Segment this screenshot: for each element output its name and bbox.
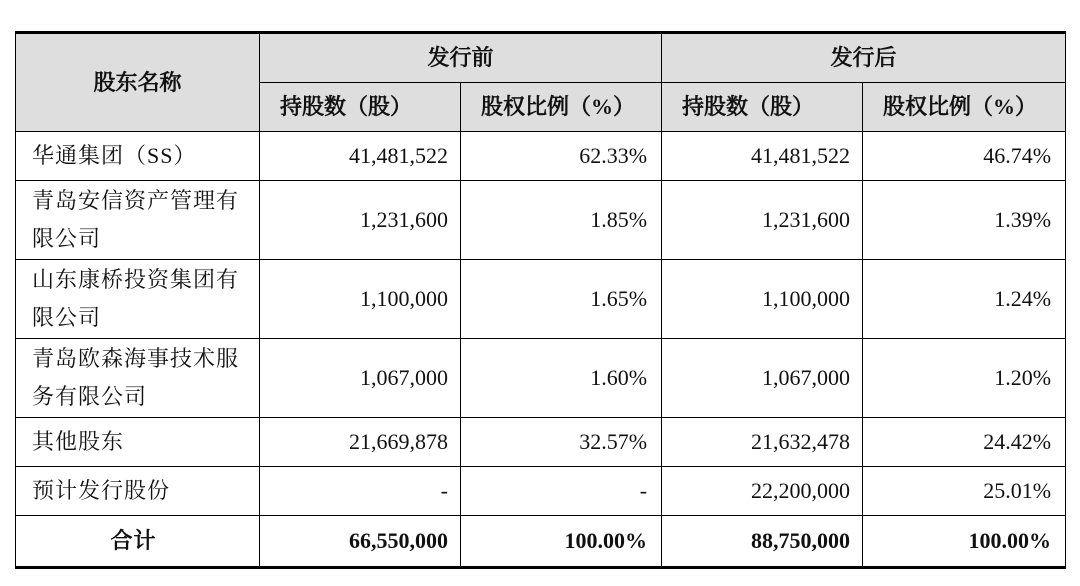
table-row — [16, 260, 1066, 339]
table-row — [16, 418, 1066, 467]
before-shares: 1,067,000 — [260, 339, 461, 418]
total-after-ratio: 100.00% — [863, 516, 1066, 568]
total-label: 合计 — [16, 516, 260, 568]
row-name: 青岛欧森海事技术服务有限公司 — [16, 339, 260, 418]
after-ratio: 1.39% — [863, 181, 1066, 260]
before-ratio: 1.60% — [461, 339, 662, 418]
before-shares: 41,481,522 — [260, 132, 461, 181]
header-before-issuance: 发行前 — [260, 33, 662, 83]
before-ratio: 32.57% — [461, 418, 662, 467]
after-ratio: 1.20% — [863, 339, 1066, 418]
after-shares: 1,231,600 — [662, 181, 863, 260]
after-shares: 21,632,478 — [662, 418, 863, 467]
total-row — [16, 516, 1066, 568]
table-row — [16, 467, 1066, 516]
after-shares: 41,481,522 — [662, 132, 863, 181]
total-before-shares: 66,550,000 — [260, 516, 461, 568]
header-after-shares: 持股数（股） — [662, 83, 863, 132]
before-ratio: 1.85% — [461, 181, 662, 260]
row-name: 华通集团（SS） — [16, 132, 260, 181]
shareholding-table — [15, 31, 1066, 569]
before-shares: 21,669,878 — [260, 418, 461, 467]
header-before-shares: 持股数（股） — [260, 83, 461, 132]
after-ratio: 25.01% — [863, 467, 1066, 516]
after-ratio: 46.74% — [863, 132, 1066, 181]
after-shares: 1,067,000 — [662, 339, 863, 418]
before-ratio: - — [461, 467, 662, 516]
table-row — [16, 339, 1066, 418]
before-shares: - — [260, 467, 461, 516]
before-ratio: 1.65% — [461, 260, 662, 339]
header-row-1 — [16, 33, 1066, 83]
total-after-shares: 88,750,000 — [662, 516, 863, 568]
before-shares: 1,231,600 — [260, 181, 461, 260]
after-ratio: 1.24% — [863, 260, 1066, 339]
total-before-ratio: 100.00% — [461, 516, 662, 568]
after-shares: 1,100,000 — [662, 260, 863, 339]
header-before-ratio: 股权比例（%） — [461, 83, 662, 132]
shareholding-table-container — [15, 31, 1065, 569]
before-shares: 1,100,000 — [260, 260, 461, 339]
before-ratio: 62.33% — [461, 132, 662, 181]
header-after-issuance: 发行后 — [662, 33, 1066, 83]
row-name: 预计发行股份 — [16, 467, 260, 516]
table-row — [16, 132, 1066, 181]
header-shareholder-name: 股东名称 — [16, 33, 260, 132]
after-ratio: 24.42% — [863, 418, 1066, 467]
after-shares: 22,200,000 — [662, 467, 863, 516]
row-name: 青岛安信资产管理有限公司 — [16, 181, 260, 260]
header-after-ratio: 股权比例（%） — [863, 83, 1066, 132]
table-row — [16, 181, 1066, 260]
row-name: 其他股东 — [16, 418, 260, 467]
row-name: 山东康桥投资集团有限公司 — [16, 260, 260, 339]
